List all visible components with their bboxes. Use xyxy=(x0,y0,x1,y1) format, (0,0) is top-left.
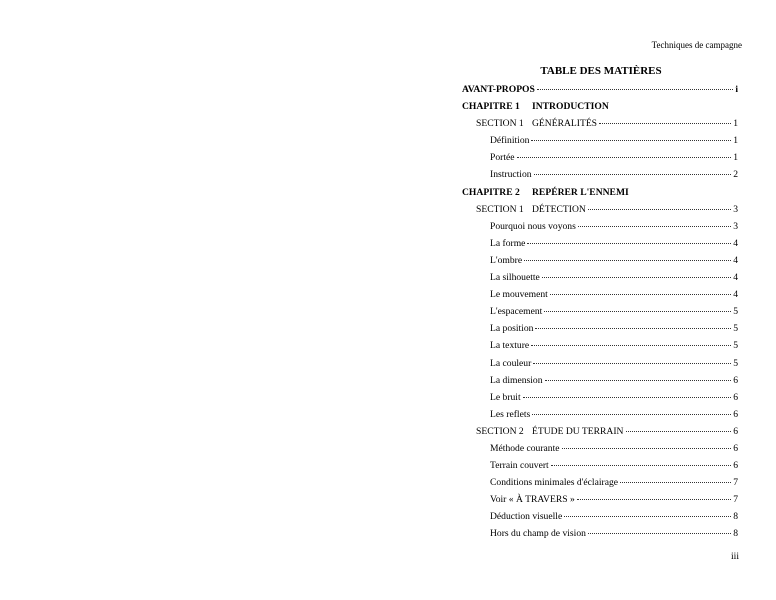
page-ref: 4 xyxy=(733,254,738,266)
leader-dots xyxy=(531,140,731,141)
page-ref: 1 xyxy=(733,118,738,130)
leader-dots xyxy=(599,123,731,124)
page-ref: 6 xyxy=(733,374,738,386)
leader-dots xyxy=(524,260,731,261)
toc-section-etude-terrain[interactable] xyxy=(462,426,738,443)
toc-entry[interactable] xyxy=(462,477,738,494)
page-ref: 6 xyxy=(733,408,738,420)
leader-dots xyxy=(578,226,731,227)
toc-entry[interactable] xyxy=(462,460,738,477)
page-ref: 6 xyxy=(733,391,738,403)
entry-label: GÉNÉRALITÉS xyxy=(532,118,598,130)
toc-section-generalites[interactable] xyxy=(462,118,738,135)
page-ref: 6 xyxy=(733,460,738,472)
entry-label: La couleur xyxy=(490,357,532,369)
leader-dots xyxy=(564,516,731,517)
page-ref: 4 xyxy=(733,237,738,249)
toc-section-detection[interactable] xyxy=(462,204,738,221)
leader-dots xyxy=(527,243,731,244)
entry-label: La silhouette xyxy=(490,272,540,284)
toc-chapter-2[interactable] xyxy=(462,187,738,204)
entry-label: La forme xyxy=(490,237,526,249)
page-number: iii xyxy=(731,551,739,562)
leader-dots xyxy=(588,533,731,534)
page-ref: 1 xyxy=(733,135,738,147)
entry-label: Hors du champ de vision xyxy=(490,528,586,540)
entry-label: CHAPITRE 2 xyxy=(462,186,520,198)
leader-dots xyxy=(620,482,731,483)
leader-dots xyxy=(544,311,731,312)
leader-dots xyxy=(523,397,732,398)
page-ref: 6 xyxy=(733,442,738,454)
entry-label: Pourquoi nous voyons xyxy=(490,220,576,232)
page-ref: 5 xyxy=(733,357,738,369)
entry-label: SECTION 2 xyxy=(476,425,524,437)
leader-dots xyxy=(532,414,731,415)
entry-label: SECTION 1 xyxy=(476,203,524,215)
leader-dots xyxy=(542,277,731,278)
leader-dots xyxy=(537,89,733,90)
page-ref: 1 xyxy=(733,152,738,164)
toc-entry[interactable] xyxy=(462,528,738,545)
entry-label: Conditions minimales d'éclairage xyxy=(490,477,619,489)
leader-dots xyxy=(550,294,731,295)
page-ref: 6 xyxy=(733,425,738,437)
entry-label: DÉTECTION xyxy=(532,203,586,215)
leader-dots xyxy=(626,431,732,432)
page-ref: 5 xyxy=(733,340,738,352)
entry-label xyxy=(476,118,597,129)
entry-label: CHAPITRE 1 xyxy=(462,101,520,113)
entry-label: Définition xyxy=(490,135,530,147)
entry-label: Le mouvement xyxy=(490,289,548,301)
toc-chapter-1[interactable] xyxy=(462,101,738,118)
toc-entry[interactable] xyxy=(462,221,738,238)
page-ref: 7 xyxy=(733,494,738,506)
entry-label: REPÉRER L'ENNEMI xyxy=(532,186,629,198)
toc-entry-avant-propos[interactable] xyxy=(462,84,738,101)
entry-label: La dimension xyxy=(490,374,543,386)
entry-label: INTRODUCTION xyxy=(532,101,609,113)
entry-label xyxy=(476,204,586,215)
toc-entry[interactable] xyxy=(462,511,738,528)
toc-entry[interactable] xyxy=(462,289,738,306)
entry-label: Instruction xyxy=(490,169,532,181)
toc-entry[interactable] xyxy=(462,255,738,272)
entry-label: Les reflets xyxy=(490,408,531,420)
toc-entry[interactable] xyxy=(462,340,738,357)
entry-label xyxy=(476,426,624,437)
entry-label: La position xyxy=(490,323,534,335)
toc-entry[interactable] xyxy=(462,358,738,375)
page-ref: 4 xyxy=(733,289,738,301)
page-ref: 3 xyxy=(733,220,738,232)
leader-dots xyxy=(562,448,732,449)
running-header: Techniques de campagne xyxy=(651,40,742,50)
toc-entry[interactable] xyxy=(462,375,738,392)
page-ref: 2 xyxy=(733,169,738,181)
page-title: TABLE DES MATIÈRES xyxy=(540,65,662,77)
page-ref: 8 xyxy=(733,528,738,540)
table-of-contents xyxy=(462,84,738,546)
toc-entry[interactable] xyxy=(462,272,738,289)
entry-label: La texture xyxy=(490,340,530,352)
leader-dots xyxy=(535,328,731,329)
entry-label: Terrain couvert xyxy=(490,460,549,472)
leader-dots xyxy=(517,157,732,158)
toc-entry[interactable] xyxy=(462,323,738,340)
toc-entry[interactable] xyxy=(462,306,738,323)
toc-entry[interactable] xyxy=(462,392,738,409)
leader-dots xyxy=(577,499,731,500)
page-ref: 5 xyxy=(733,306,738,318)
page-ref: 4 xyxy=(733,272,738,284)
leader-dots xyxy=(534,174,732,175)
leader-dots xyxy=(531,345,731,346)
toc-entry[interactable] xyxy=(462,135,738,152)
page-ref: 7 xyxy=(733,477,738,489)
page-ref: 8 xyxy=(733,511,738,523)
toc-entry[interactable] xyxy=(462,443,738,460)
toc-entry[interactable] xyxy=(462,409,738,426)
entry-label: AVANT-PROPOS xyxy=(462,84,535,95)
entry-label: L'espacement xyxy=(490,306,543,318)
entry-label: Portée xyxy=(490,152,515,164)
toc-entry[interactable] xyxy=(462,494,738,511)
toc-entry[interactable] xyxy=(462,152,738,169)
entry-label: SECTION 1 xyxy=(476,118,524,130)
entry-label: Le bruit xyxy=(490,391,521,403)
leader-dots xyxy=(588,209,731,210)
page-ref: 5 xyxy=(733,323,738,335)
page-ref: i xyxy=(735,84,738,95)
leader-dots xyxy=(551,465,731,466)
page-ref: 3 xyxy=(733,203,738,215)
toc-entry[interactable] xyxy=(462,238,738,255)
toc-entry[interactable] xyxy=(462,169,738,186)
entry-label: Voir « À TRAVERS » xyxy=(490,494,575,506)
leader-dots xyxy=(545,380,732,381)
entry-label: ÉTUDE DU TERRAIN xyxy=(532,425,624,437)
entry-label: Déduction visuelle xyxy=(490,511,563,523)
leader-dots xyxy=(533,363,731,364)
entry-label: L'ombre xyxy=(490,254,523,266)
entry-label: Méthode courante xyxy=(490,442,560,454)
